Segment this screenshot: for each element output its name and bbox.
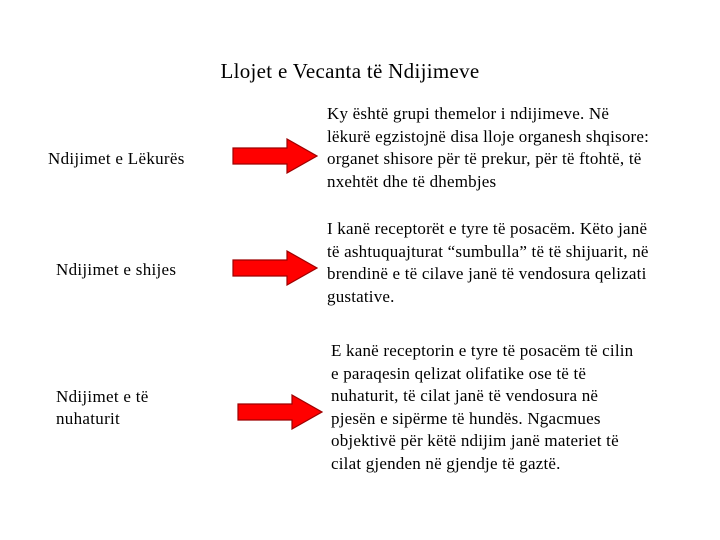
description-line: organet shisore për të prekur, për të ftohtë, të <box>327 149 642 168</box>
description-line: e paraqesin qelizat olifatike ose të të <box>331 363 587 383</box>
row-label-line: nuhaturit <box>56 409 121 428</box>
description-line: gustative. <box>327 286 395 306</box>
row-label-smell <box>56 386 149 430</box>
arrow-right-icon <box>237 394 323 430</box>
arrow-right-icon <box>232 138 318 174</box>
row-label-skin: Ndijimet e Lëkurës <box>48 149 185 168</box>
description-line: objektivë për këtë ndijim janë materiet të <box>331 431 619 450</box>
description-line: Ky është grupi themelor i ndijimeve. Në <box>327 104 610 123</box>
arrow-right-icon <box>232 250 318 286</box>
description-line: cilat gjenden në gjendje të gaztë. <box>331 453 561 473</box>
row-description-skin <box>327 103 649 193</box>
row-label-taste: Ndijimet e shijes <box>56 260 177 279</box>
row-description-taste <box>327 218 649 308</box>
description-line: E kanë receptorin e tyre të posacëm të cilin <box>331 341 634 360</box>
description-line: nxehtët dhe të dhembjes <box>327 171 497 191</box>
page-title: Llojet e Vecanta të Ndijimeve <box>220 59 480 83</box>
description-line: të ashtuquajturat “sumbulla” të të shijuarit, në <box>327 241 649 261</box>
row-description-smell <box>331 340 633 475</box>
row-label-line: Ndijimet e të <box>56 387 149 406</box>
description-line: pjesën e sipërme të hundës. Ngacmues <box>331 408 601 428</box>
description-line: I kanë receptorët e tyre të posacëm. Këto janë <box>327 219 648 238</box>
description-line: nuhaturit, të cilat janë të vendosura në <box>331 386 599 405</box>
description-line: brendinë e të cilave janë të vendosura qelizati <box>327 264 647 283</box>
description-line: lëkurë egzistojnë disa lloje organesh shqisore: <box>327 126 650 146</box>
